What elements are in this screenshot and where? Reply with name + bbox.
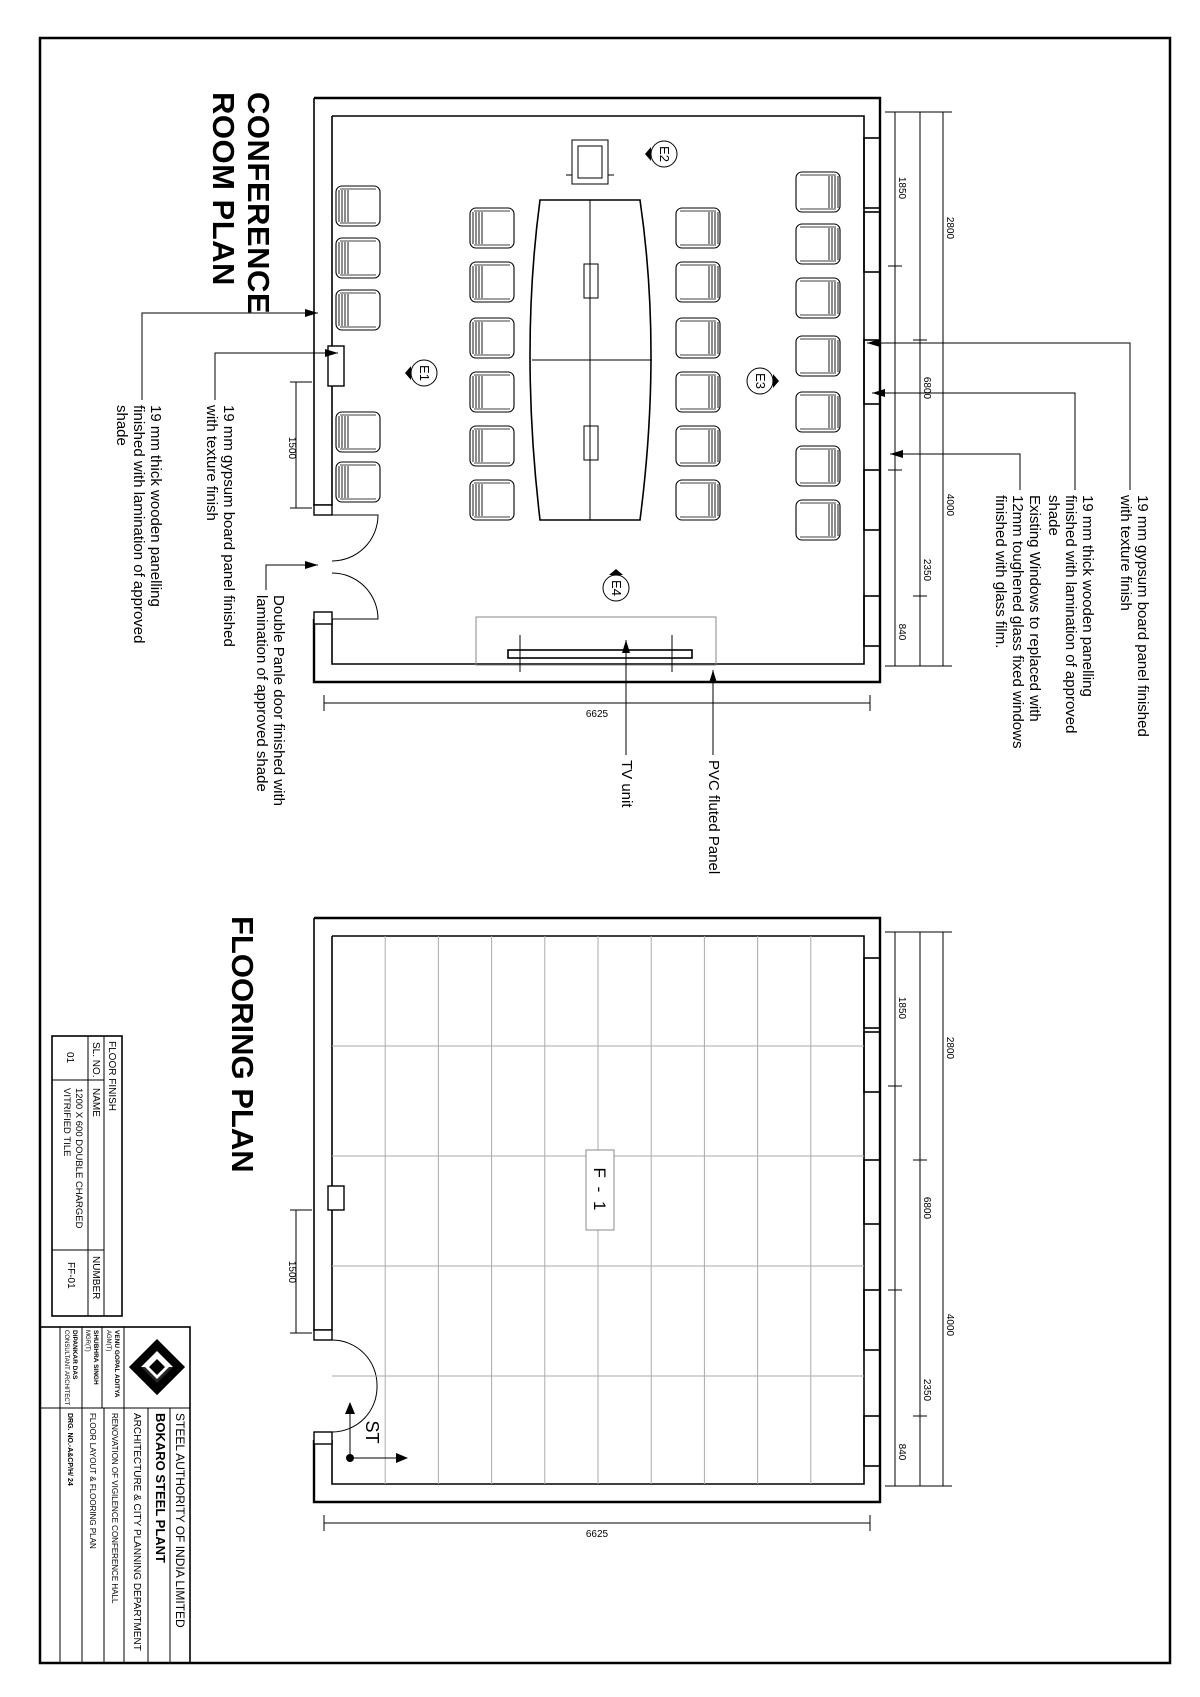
conference-title-text: CONFERENCE: [241, 92, 276, 315]
title-department: ARCHITECTURE & CITY PLANNING DEPARTMENT: [131, 1413, 142, 1651]
elevation-marker-e1: [405, 360, 437, 386]
chair: [796, 392, 840, 432]
finish-header-name: NAME: [90, 1088, 101, 1117]
chair: [676, 372, 720, 412]
dim-2800: 2800: [944, 216, 955, 240]
finish-header-slno: SL. NO.: [90, 1042, 101, 1078]
chair: [796, 224, 840, 264]
sail-logo: [129, 1339, 185, 1395]
left-wall-upper: [314, 98, 332, 505]
table-socket: [584, 264, 598, 298]
e3-label: E3: [753, 373, 768, 389]
conference-room-plan: [113, 92, 1151, 874]
chair: [796, 500, 840, 540]
dim-6800: 6800: [921, 376, 932, 400]
dim-840: 840: [896, 623, 907, 641]
note-tv: [618, 760, 635, 808]
floor-door-swing: [332, 1340, 377, 1432]
note-door-text: Double Panle door finished withlamination of approved shade: [253, 595, 287, 806]
title-block: [40, 1327, 190, 1663]
chair: [796, 336, 840, 376]
floor-dim-6800: 6800: [921, 1196, 932, 1220]
room-inner-wall: [332, 116, 864, 664]
floor-door-jamb-bottom: [314, 1432, 332, 1444]
e2-label: E2: [657, 146, 672, 162]
person-2-role: MGR(T): [84, 1330, 90, 1352]
room-outer-wall: [314, 98, 880, 682]
dim-2350: 2350: [921, 558, 932, 582]
flooring-plan: [225, 916, 955, 1540]
person-3-name: DIPANKAR DAS: [71, 1330, 78, 1380]
floor-dim-4000: 4000: [944, 1313, 955, 1337]
note-windows: [992, 495, 1043, 748]
floor-dim-840: 840: [896, 1443, 907, 1461]
title-drawing: FLOOR LAYOUT & FLOORING PLAN: [88, 1413, 97, 1549]
note-wooden-left: [113, 405, 164, 643]
chair: [336, 186, 380, 226]
conference-title-line2: ROOM PLAN: [206, 92, 241, 286]
floor-dim-2350: 2350: [921, 1378, 932, 1402]
flooring-title: [225, 916, 260, 1173]
floor-windows: [864, 958, 880, 1466]
floor-dim-2800: 2800: [944, 1036, 955, 1060]
chair: [796, 446, 840, 486]
chair: [796, 172, 840, 212]
floor-wall-pier: [328, 1186, 344, 1210]
chair: [470, 262, 514, 302]
note-pvc-text: PVC fluted Panel: [705, 760, 722, 875]
note-gypsum-left-text: 19 mm gypsum board panel finishedwith texture finish: [203, 405, 237, 647]
conference-title: [206, 92, 276, 323]
note-windows-text: Existing Windows to replaced with12mm toughened glass fixed windowsfinished with glass film.: [992, 495, 1043, 749]
elevation-marker-e2: [645, 141, 677, 167]
chair: [336, 238, 380, 278]
chair: [676, 208, 720, 248]
person-1-role: AGM(T): [105, 1330, 111, 1352]
title-project: RENOVATION OF VIGILENCE CONFERENCE HALL: [110, 1413, 119, 1604]
finish-row-slno: 01: [64, 1052, 75, 1064]
tv-unit: [508, 650, 692, 658]
table-socket: [584, 426, 598, 460]
note-gypsum-right: [1117, 494, 1151, 737]
finish-row-number: FF-01: [65, 1262, 76, 1289]
person-1-name: VENU GOPAL ADITYA: [113, 1330, 120, 1398]
chair: [470, 372, 514, 412]
finish-row-name-1: 1200 X 600 DOUBLE CHARGED: [73, 1088, 84, 1229]
dim-1500: 1500: [286, 436, 297, 460]
note-door: [253, 595, 287, 806]
floor-dim-6625: 6625: [585, 1529, 609, 1540]
person-3-role: CONSULTANT ARCHITECT: [63, 1330, 69, 1406]
dim-4000: 4000: [944, 493, 955, 517]
title-org: STEEL AUTHORITY OF INDIA LIMITED: [173, 1413, 187, 1628]
chairs: [336, 172, 840, 540]
person-2-name: SHUBHRA SINGH: [92, 1330, 99, 1385]
floor-left-wall-upper: [314, 918, 332, 1330]
chair: [336, 290, 380, 330]
elevation-marker-e3: [747, 368, 779, 394]
e4-label: E4: [609, 580, 624, 596]
dimension-lines-right: [885, 112, 952, 666]
e1-label: E1: [417, 365, 432, 381]
note-wooden-right: [1045, 495, 1096, 733]
door-jamb-bottom: [314, 612, 332, 624]
chair: [676, 262, 720, 302]
note-gypsum-right-text: 19 mm gypsum board panel finishedwith texture finish: [1117, 495, 1151, 737]
head-chair: [566, 140, 614, 184]
chair: [470, 480, 514, 520]
double-door-swing: [332, 515, 378, 619]
chair: [470, 208, 514, 248]
note-gypsum-left: [203, 404, 237, 647]
svg-text:CONFERENCE ROOM PLAN: [206, 92, 276, 323]
note-tv-text: TV unit: [618, 760, 635, 808]
chair: [336, 462, 380, 502]
chair: [796, 278, 840, 318]
title-plant: BOKARO STEEL PLANT: [153, 1413, 168, 1563]
title-drg-no: DRG. NO.-A&CP/H/ 24: [66, 1413, 73, 1486]
floor-dimension-lines-right: [885, 932, 952, 1486]
chair: [676, 480, 720, 520]
chair: [676, 318, 720, 358]
dim-1850: 1850: [896, 176, 907, 200]
leader-lines: [142, 313, 1130, 755]
note-wooden-left-text: 19 mm thick wooden panellingfinished with lamination of approvedshade: [113, 405, 164, 644]
elevation-marker-e4: [603, 569, 629, 601]
chair: [470, 426, 514, 466]
finish-header-number: NUMBER: [90, 1256, 101, 1300]
note-wooden-right-text: 19 mm thick wooden panellingfinished with lamination of approvedshade: [1045, 495, 1096, 734]
floor-dim-1850: 1850: [896, 996, 907, 1020]
floor-dim-1500: 1500: [286, 1260, 297, 1284]
floor-finish-tag: F - 1: [590, 1167, 609, 1213]
note-pvc: [705, 760, 722, 874]
door-jamb-top: [314, 505, 332, 515]
dim-6625: 6625: [585, 709, 609, 720]
flooring-title-text: FLOORING PLAN: [225, 916, 260, 1173]
floor-door-jamb-top: [314, 1330, 332, 1340]
chair: [336, 412, 380, 452]
chair: [676, 426, 720, 466]
floor-finish-table: [52, 1036, 122, 1316]
chair: [470, 318, 514, 358]
stair-label: ST: [362, 1420, 382, 1444]
finish-row-name-2: VITRIFIED TILE: [61, 1088, 72, 1157]
finish-caption: FLOOR FINISH: [106, 1041, 117, 1112]
